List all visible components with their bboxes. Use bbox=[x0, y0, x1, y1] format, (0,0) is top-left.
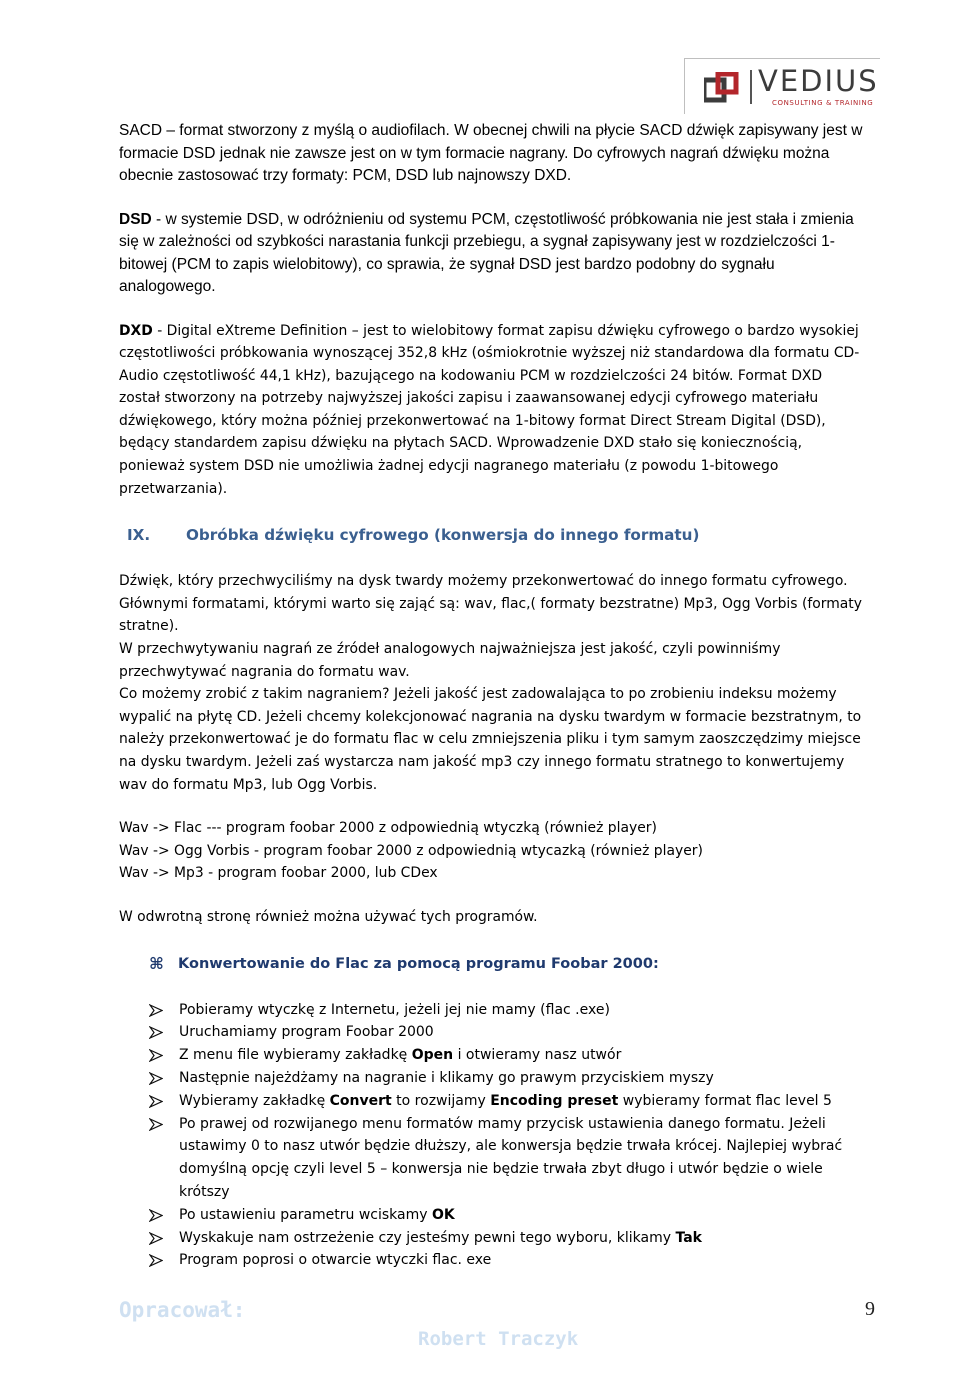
step-keyword-ok: OK bbox=[432, 1206, 455, 1223]
step-keyword-convert: Convert bbox=[329, 1092, 392, 1109]
step-keyword-tak: Tak bbox=[675, 1229, 702, 1246]
footer-label: Opracował: bbox=[119, 1298, 246, 1322]
page-number: 9 bbox=[865, 1298, 875, 1320]
page-content bbox=[119, 120, 864, 1272]
step-text-part: Wyskakuje nam ostrzeżenie czy jesteśmy pewni tego wyboru, klikamy bbox=[179, 1229, 676, 1246]
step-text: Pobieramy wtyczkę z Internetu, jeżeli jej nie mamy (flac .exe) bbox=[179, 1001, 610, 1018]
footer-author: Robert Traczyk bbox=[418, 1328, 579, 1350]
arrow-bullet-icon bbox=[149, 1227, 179, 1250]
step-text-part: Z menu file wybieramy zakładkę bbox=[179, 1047, 412, 1064]
text-dxd: - Digital eXtreme Definition – jest to wielobitowy format zapisu dźwięku cyfrowego o bardzo wysokiej częstotliwości próbkowania wynoszącej 352,8 kHz (ośmiokrotnie wyższej niż standardowa dla formatu CD-Audio częstotliwość 44,1 kHz), bazującego na kodowaniu PCM w rozdzielczości 24 bitów. Format DXD został stworzony na potrzeby najwyższej jakości zapisu i zaawansowanej edycji cyfrowego materiału dźwiękowego, który można później przekonwertować na 1-bitowy format Direct Stream Digital (DSD), będący standardem zapisu dźwięku na płytach SACD. Wprowadzenie DXD stało się koniecznością, ponieważ system DSD nie umożliwia żadnej edycji nagranego materiału (z powodu 1-bitowego przetwarzania). bbox=[119, 322, 860, 497]
list-item bbox=[149, 999, 864, 1022]
logo-tagline: CONSULTING & TRAINING bbox=[772, 99, 874, 107]
steps-list bbox=[119, 999, 864, 1273]
arrow-bullet-icon bbox=[149, 1021, 179, 1044]
text-dsd: - w systemie DSD, w odróżnieniu od systemu PCM, częstotliwość próbkowania nie jest stała i zmienia się w zależności od szybkości narastania funkcji przebiegu, a sygnał zapisywany jest w rozdzielczości 1-bitowej (PCM to zapis wielobitowy), co sprawia, że sygnał DSD jest bardzo podobny do sygnału analogowego. bbox=[119, 210, 854, 295]
step-text-part: Po ustawieniu parametru wciskamy bbox=[179, 1206, 432, 1223]
step-text-part: i otwieramy nasz utwór bbox=[453, 1047, 622, 1064]
command-key-icon: ⌘ bbox=[149, 953, 164, 973]
term-dxd: DXD bbox=[119, 322, 153, 339]
intro-paragraph-1: Dźwięk, który przechwyciliśmy na dysk twardy możemy przekonwertować do innego formatu cyfrowego. Głównymi formatami, którymi warto się zająć są: wav, flac,( formaty bezstratne) Mp3, Ogg Vorbis (formaty stratne). bbox=[119, 573, 862, 635]
paragraph-dxd bbox=[119, 320, 864, 501]
logo-mark-icon bbox=[704, 72, 740, 106]
subsection-heading bbox=[149, 953, 864, 975]
chapter-heading bbox=[119, 524, 864, 546]
step-keyword-open: Open bbox=[411, 1047, 454, 1064]
list-item bbox=[149, 1044, 864, 1067]
logo-separator bbox=[750, 70, 752, 104]
intro-paragraph-2: W przechwytywaniu nagrań ze źródeł analogowych najważniejsza jest jakość, czyli powinniśmy przechwytywać nagrania do formatu wav. bbox=[119, 641, 781, 680]
step-text: Program poprosi o otwarcie wtyczki flac. exe bbox=[179, 1252, 492, 1269]
step-text bbox=[179, 1227, 864, 1250]
chapter-title: Obróbka dźwięku cyfrowego (konwersja do innego formatu) bbox=[186, 526, 700, 545]
list-item bbox=[149, 1249, 864, 1272]
conversion-line-2: Wav -> Ogg Vorbis - program foobar 2000 z odpowiednią wtycazką (również player) bbox=[119, 842, 703, 859]
subsection-title: Konwertowanie do Flac za pomocą programu Foobar 2000: bbox=[178, 955, 659, 972]
list-item bbox=[149, 1227, 864, 1250]
arrow-bullet-icon bbox=[149, 1249, 179, 1272]
arrow-bullet-icon bbox=[149, 1204, 179, 1227]
list-item bbox=[149, 1204, 864, 1227]
list-item bbox=[149, 1067, 864, 1090]
term-dsd: DSD bbox=[119, 210, 152, 228]
logo-name: VEDIUS bbox=[758, 64, 879, 98]
arrow-bullet-icon bbox=[149, 1044, 179, 1067]
step-text-part: wybieramy format flac level 5 bbox=[618, 1092, 832, 1109]
logo-side-rule bbox=[684, 58, 685, 114]
header-logo bbox=[684, 58, 880, 114]
arrow-bullet-icon bbox=[149, 1067, 179, 1090]
list-item bbox=[149, 1090, 864, 1113]
intro-paragraph-3: Co możemy zrobić z takim nagraniem? Jeżeli jakość jest zadowalająca to po zrobieniu indeksu możemy wypalić na płytę CD. Jeżeli chcemy kolekcjonować nagrania na dysku twardym w formacie bezstratnym, to należy przekonwertować je do formatu flac w celu zmniejszenia pliku i tym samym zaoszczędzimy miejsce na dysku twardym. Jeżeli zaś wystarcza nam jakość mp3 czy innego formatu stratnego to konwertujemy wav do formatu Mp3, lub Ogg Vorbis. bbox=[119, 686, 862, 793]
step-text: Po prawej od rozwijanego menu formatów mamy przycisk ustawienia danego formatu. Jeżeli ustawimy 0 to nasz utwór będzie dłuższy, ale konwersja będzie trwała krócej. Najlepiej wybrać domyślną opcję czyli level 5 – konwersja nie będzie trwała zbyt długo i utwór będzie o wiele krótszy bbox=[179, 1115, 843, 1200]
paragraph-sacd: SACD – format stworzony z myślą o audiofilach. W obecnej chwili na płycie SACD dźwięk zapisywany jest w formacie DSD jednak nie zawsze jest on w tym formacie nagrany. Do cyfrowych nagrań dźwięku można obecnie zastosować trzy formaty: PCM, DSD lub najnowszy DXD. bbox=[119, 122, 863, 184]
step-text bbox=[179, 1044, 864, 1067]
arrow-bullet-icon bbox=[149, 1113, 179, 1204]
conversion-line-1: Wav -> Flac --- program foobar 2000 z odpowiednią wtyczką (również player) bbox=[119, 820, 657, 837]
step-text-part: to rozwijamy bbox=[391, 1092, 491, 1109]
step-text bbox=[179, 1204, 864, 1227]
step-text: Uruchamiamy program Foobar 2000 bbox=[179, 1024, 434, 1041]
arrow-bullet-icon bbox=[149, 1090, 179, 1113]
list-item bbox=[149, 1113, 864, 1204]
conversion-line-3: Wav -> Mp3 - program foobar 2000, lub CDex bbox=[119, 865, 438, 882]
step-text-part: Wybieramy zakładkę bbox=[179, 1092, 330, 1109]
list-item bbox=[149, 1021, 864, 1044]
paragraph-dsd bbox=[119, 209, 864, 299]
chapter-number: IX. bbox=[127, 526, 151, 545]
reverse-note: W odwrotną stronę również można używać tych programów. bbox=[119, 908, 538, 925]
step-keyword-encoding-preset: Encoding preset bbox=[490, 1092, 619, 1109]
logo-top-rule bbox=[684, 58, 880, 59]
arrow-bullet-icon bbox=[149, 999, 179, 1022]
step-text: Następnie najeżdżamy na nagranie i klikamy go prawym przyciskiem myszy bbox=[179, 1069, 714, 1086]
step-text bbox=[179, 1090, 864, 1113]
